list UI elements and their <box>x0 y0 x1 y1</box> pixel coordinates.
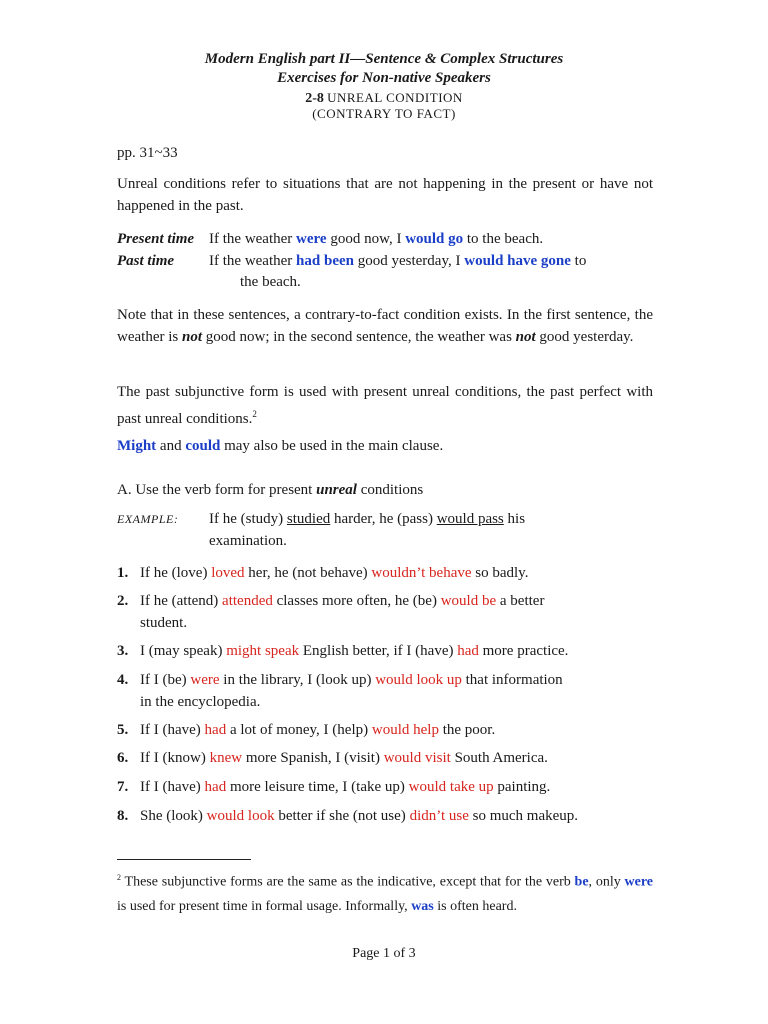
exercise-number: 2. <box>117 593 129 609</box>
text-segment: harder, he (pass) <box>330 511 437 527</box>
section-a-heading <box>117 479 653 501</box>
text-segment: If I (be) <box>140 672 191 688</box>
text-segment: If I (have) <box>140 722 205 738</box>
verb-highlight: could <box>185 438 221 454</box>
text-segment: a better <box>496 593 545 609</box>
exercise-sentence <box>140 719 640 741</box>
exercise-number: 6. <box>117 750 129 766</box>
exercise-continuation: in the encyclopedia. <box>140 694 261 710</box>
text-segment: South America. <box>450 750 548 766</box>
present-time-sentence <box>209 228 543 250</box>
text-segment: If he (attend) <box>140 593 223 609</box>
text-segment: her, he (not behave) <box>244 565 372 581</box>
exercise-sentence <box>140 776 640 798</box>
answer-text: would visit <box>383 750 451 766</box>
text-segment: so badly. <box>471 565 529 581</box>
text-segment: classes more often, he (be) <box>272 593 441 609</box>
answer-text: would be <box>440 593 497 609</box>
example-answer: studied <box>286 511 331 527</box>
example-label: EXAMPLE: <box>117 512 179 526</box>
text-segment: Note that in these sentences, a contrary-to-fact condition exists. In the first sentence, the weather is <box>117 307 653 345</box>
text-segment: A. Use the verb form for present <box>117 482 317 498</box>
past-time-label: Past time <box>117 253 175 269</box>
answer-text: might speak <box>226 643 300 659</box>
footnote-marker: 2 <box>252 409 257 419</box>
answer-text: knew <box>209 750 243 766</box>
text-segment: The past subjunctive form is used with present unreal conditions, the past perfect with past unreal conditions. <box>117 384 653 427</box>
present-time-label: Present time <box>117 231 195 247</box>
answer-text: would take up <box>408 779 494 795</box>
page-footer: Page 1 of 3 <box>352 946 416 961</box>
text-segment: If I (know) <box>140 750 210 766</box>
exercise-number: 3. <box>117 643 129 659</box>
verb-highlight: Might <box>117 438 157 454</box>
exercise-sentence <box>140 562 640 584</box>
exercise-continuation: student. <box>140 615 188 631</box>
example-answer: would pass <box>436 511 504 527</box>
text-segment: to the beach. <box>463 231 544 247</box>
text-segment: more practice. <box>478 643 569 659</box>
document-subtitle: Exercises for Non-native Speakers <box>277 70 491 86</box>
text-segment: If I (have) <box>140 779 205 795</box>
text-segment: She (look) <box>140 808 207 824</box>
section-title: UNREAL CONDITION <box>327 90 463 105</box>
page-reference: pp. 31~33 <box>117 145 178 161</box>
exercise-sentence <box>140 640 640 662</box>
section-number: 2-8 <box>305 91 324 106</box>
text-segment: , only <box>588 874 625 890</box>
text-segment: that information <box>461 672 563 688</box>
note-paragraph <box>117 304 653 348</box>
text-segment: If the weather <box>209 231 297 247</box>
verb-highlight: was <box>411 898 434 914</box>
past-time-sentence <box>209 250 586 272</box>
past-time-continuation: the beach. <box>240 274 301 290</box>
text-segment: conditions <box>356 482 424 498</box>
text-segment: If he (study) <box>209 511 287 527</box>
text-segment: the poor. <box>438 722 496 738</box>
past-subjunctive-paragraph <box>117 381 653 430</box>
intro-paragraph: Unreal conditions refer to situations that are not happening in the present or have not happened in the past. <box>117 176 653 214</box>
answer-text: would help <box>371 722 439 738</box>
exercise-number: 4. <box>117 672 129 688</box>
text-segment: These subjunctive forms are the same as the indicative, except that for the verb <box>121 874 575 890</box>
answer-text: had <box>457 643 479 659</box>
answer-text: didn’t use <box>409 808 469 824</box>
answer-text: attended <box>222 593 273 609</box>
verb-highlight: would go <box>405 231 464 247</box>
text-segment: good yesterday, I <box>353 253 465 269</box>
exercise-sentence <box>140 805 640 827</box>
text-segment: is often heard. <box>433 898 517 914</box>
text-segment: and <box>156 438 186 454</box>
text-segment: English better, if I (have) <box>299 643 458 659</box>
exercise-sentence <box>140 669 640 713</box>
text-segment: may also be used in the main clause. <box>220 438 444 454</box>
text-segment: I (may speak) <box>140 643 227 659</box>
exercise-sentence <box>140 747 640 769</box>
text-segment: good now; in the second sentence, the weather was <box>202 329 516 345</box>
text-segment: so much makeup. <box>468 808 579 824</box>
answer-text: would look <box>206 808 275 824</box>
text-segment: good yesterday. <box>535 329 634 345</box>
footnote-divider <box>117 859 251 860</box>
emphasis: not <box>181 329 202 345</box>
exercise-sentence <box>140 590 640 634</box>
exercise-number: 8. <box>117 808 129 824</box>
text-segment: in the library, I (look up) <box>219 672 376 688</box>
verb-highlight: were <box>296 231 327 247</box>
text-segment: is used for present time in formal usage. Informally, <box>117 898 412 914</box>
answer-text: had <box>204 722 227 738</box>
text-segment: more Spanish, I (visit) <box>242 750 384 766</box>
answer-text: were <box>190 672 220 688</box>
answer-text: wouldn’t behave <box>371 565 472 581</box>
exercise-number: 5. <box>117 722 129 738</box>
answer-text: had <box>204 779 227 795</box>
footnote-number: 2 <box>117 873 121 882</box>
answer-text: loved <box>211 565 245 581</box>
text-segment: painting. <box>493 779 551 795</box>
verb-highlight: were <box>624 874 654 890</box>
emphasis: not <box>515 329 536 345</box>
answer-text: would look up <box>375 672 462 688</box>
example-continuation: examination. <box>209 533 287 549</box>
text-segment: better if she (not use) <box>274 808 410 824</box>
document-title: Modern English part II—Sentence & Complex Structures <box>204 51 564 67</box>
text-segment: If the weather <box>209 253 297 269</box>
text-segment: If he (love) <box>140 565 212 581</box>
modals-paragraph <box>117 435 653 457</box>
emphasis: unreal <box>316 482 357 498</box>
section-subtitle: (CONTRARY TO FACT) <box>312 106 456 121</box>
text-segment: good now, I <box>326 231 406 247</box>
exercise-number: 7. <box>117 779 129 795</box>
text-segment: to <box>570 253 587 269</box>
footnote <box>117 866 653 919</box>
exercise-number: 1. <box>117 565 129 581</box>
text-segment: more leisure time, I (take up) <box>226 779 409 795</box>
text-segment: his <box>503 511 526 527</box>
verb-highlight: be <box>574 874 589 890</box>
verb-highlight: had been <box>296 253 354 269</box>
text-segment: a lot of money, I (help) <box>226 722 372 738</box>
verb-highlight: would have gone <box>464 253 571 269</box>
example-sentence <box>209 508 525 530</box>
